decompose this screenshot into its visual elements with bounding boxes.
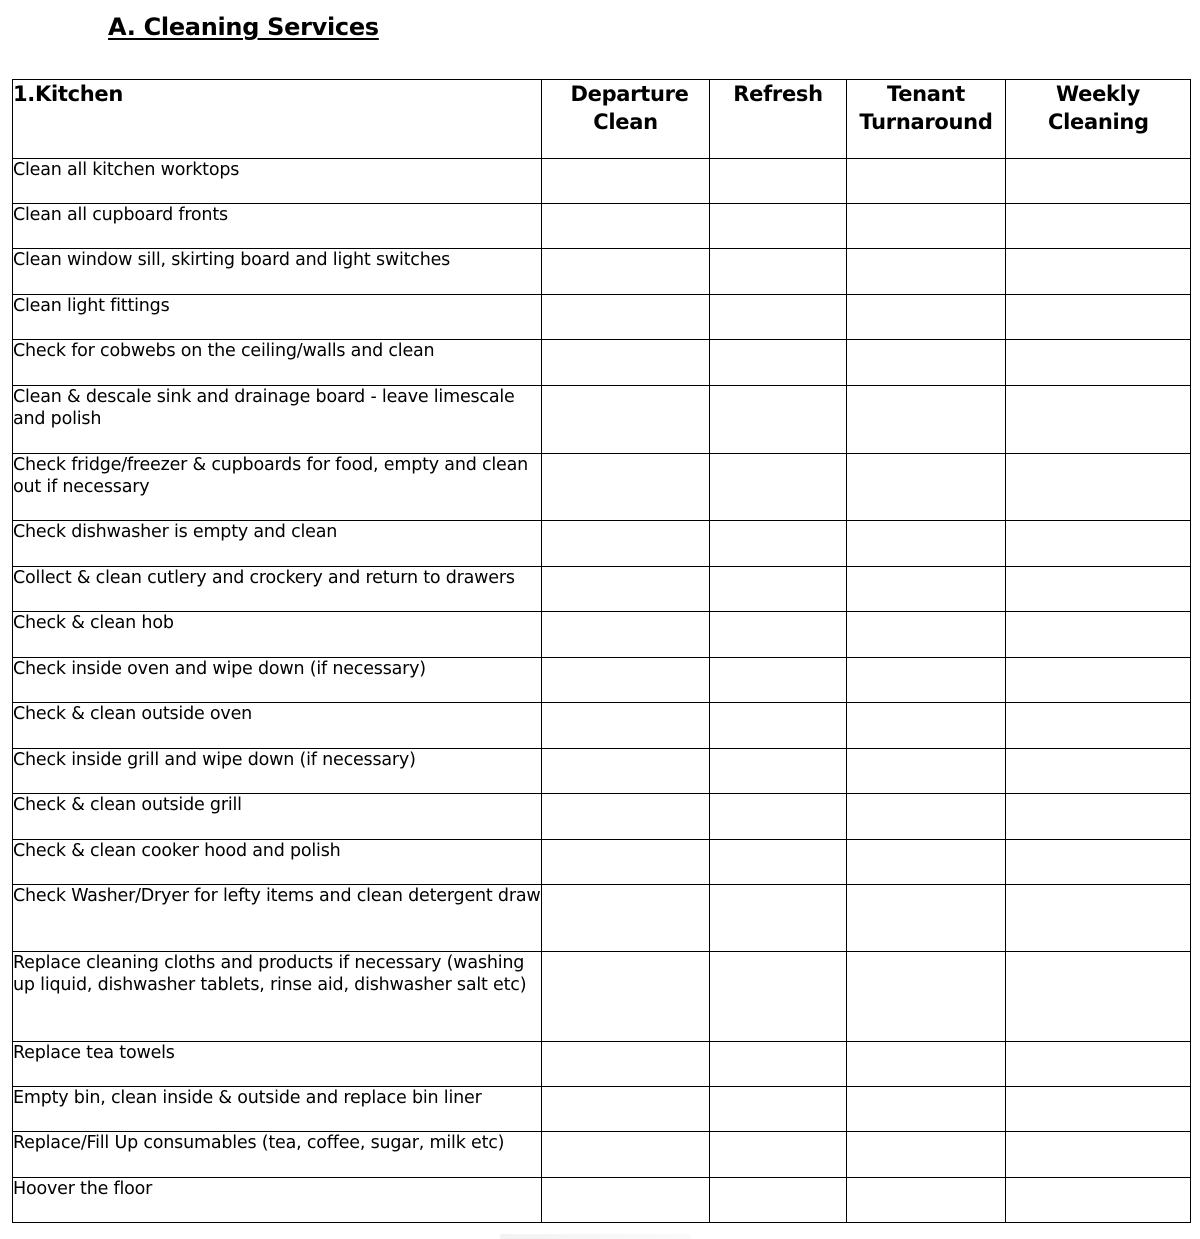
checkbox-cell-refresh[interactable] <box>710 249 847 295</box>
task-description: Hoover the floor <box>13 1178 542 1223</box>
task-description: Collect & clean cutlery and crockery and return to drawers <box>13 567 542 612</box>
checkbox-cell-weekly-cleaning[interactable] <box>1006 386 1191 454</box>
checkbox-cell-departure-clean[interactable] <box>542 658 710 703</box>
checkbox-cell-tenant-turnaround[interactable] <box>847 249 1006 295</box>
checkbox-cell-departure-clean[interactable] <box>542 567 710 612</box>
table-row <box>13 840 1191 885</box>
checkbox-cell-refresh[interactable] <box>710 1178 847 1223</box>
table-row <box>13 952 1191 1042</box>
checkbox-cell-tenant-turnaround[interactable] <box>847 952 1006 1042</box>
checkbox-cell-tenant-turnaround[interactable] <box>847 567 1006 612</box>
checkbox-cell-weekly-cleaning[interactable] <box>1006 567 1191 612</box>
checkbox-cell-weekly-cleaning[interactable] <box>1006 159 1191 204</box>
task-description: Check & clean outside oven <box>13 703 542 749</box>
checkbox-cell-refresh[interactable] <box>710 386 847 454</box>
checkbox-cell-refresh[interactable] <box>710 749 847 794</box>
column-header-tenant-turnaround <box>847 80 1006 159</box>
checkbox-cell-weekly-cleaning[interactable] <box>1006 249 1191 295</box>
checkbox-cell-departure-clean[interactable] <box>542 454 710 521</box>
table-row <box>13 1042 1191 1087</box>
task-description: Check & clean cooker hood and polish <box>13 840 542 885</box>
task-description: Check Washer/Dryer for lefty items and clean detergent draw <box>13 885 542 952</box>
table-row <box>13 1132 1191 1178</box>
column-header-label: Weekly Cleaning <box>1048 82 1149 134</box>
checkbox-cell-tenant-turnaround[interactable] <box>847 454 1006 521</box>
task-description: Replace cleaning cloths and products if necessary (washing up liquid, dishwasher tablets, rinse aid, dishwasher salt etc) <box>13 952 542 1042</box>
column-header-refresh: Refresh <box>710 80 847 159</box>
checkbox-cell-departure-clean[interactable] <box>542 612 710 658</box>
checkbox-cell-weekly-cleaning[interactable] <box>1006 454 1191 521</box>
checkbox-cell-departure-clean[interactable] <box>542 885 710 952</box>
table-row <box>13 249 1191 295</box>
checkbox-cell-refresh[interactable] <box>710 612 847 658</box>
column-header-label: Departure Clean <box>570 82 689 134</box>
table-row <box>13 386 1191 454</box>
checkbox-cell-weekly-cleaning[interactable] <box>1006 658 1191 703</box>
checkbox-cell-weekly-cleaning[interactable] <box>1006 703 1191 749</box>
checkbox-cell-weekly-cleaning[interactable] <box>1006 295 1191 340</box>
table-row <box>13 204 1191 249</box>
checkbox-cell-tenant-turnaround[interactable] <box>847 658 1006 703</box>
checkbox-cell-refresh[interactable] <box>710 295 847 340</box>
checkbox-cell-refresh[interactable] <box>710 454 847 521</box>
checkbox-cell-weekly-cleaning[interactable] <box>1006 840 1191 885</box>
column-header-label: Tenant Turnaround <box>859 82 993 134</box>
checkbox-cell-tenant-turnaround[interactable] <box>847 703 1006 749</box>
checkbox-cell-tenant-turnaround[interactable] <box>847 204 1006 249</box>
checkbox-cell-tenant-turnaround[interactable] <box>847 295 1006 340</box>
table-row <box>13 794 1191 840</box>
task-description: Clean all kitchen worktops <box>13 159 542 204</box>
checkbox-cell-departure-clean[interactable] <box>542 249 710 295</box>
table-header-row <box>13 80 1191 159</box>
task-description: Check inside grill and wipe down (if necessary) <box>13 749 542 794</box>
checkbox-cell-tenant-turnaround[interactable] <box>847 340 1006 386</box>
column-header-departure-clean <box>542 80 710 159</box>
checkbox-cell-weekly-cleaning[interactable] <box>1006 612 1191 658</box>
checkbox-cell-weekly-cleaning[interactable] <box>1006 794 1191 840</box>
checkbox-cell-weekly-cleaning[interactable] <box>1006 749 1191 794</box>
table-row <box>13 1178 1191 1223</box>
page-edge-mark <box>500 1234 690 1239</box>
checkbox-cell-tenant-turnaround[interactable] <box>847 749 1006 794</box>
table-row <box>13 658 1191 703</box>
checkbox-cell-refresh[interactable] <box>710 794 847 840</box>
checkbox-cell-refresh[interactable] <box>710 703 847 749</box>
checkbox-cell-tenant-turnaround[interactable] <box>847 1042 1006 1087</box>
table-row <box>13 612 1191 658</box>
task-description: Empty bin, clean inside & outside and replace bin liner <box>13 1087 542 1132</box>
checkbox-cell-tenant-turnaround[interactable] <box>847 386 1006 454</box>
checkbox-cell-weekly-cleaning[interactable] <box>1006 1042 1191 1087</box>
checkbox-cell-departure-clean[interactable] <box>542 1132 710 1178</box>
checkbox-cell-weekly-cleaning[interactable] <box>1006 885 1191 952</box>
checkbox-cell-refresh[interactable] <box>710 159 847 204</box>
checkbox-cell-tenant-turnaround[interactable] <box>847 1087 1006 1132</box>
table-row <box>13 340 1191 386</box>
checkbox-cell-tenant-turnaround[interactable] <box>847 840 1006 885</box>
checkbox-cell-refresh[interactable] <box>710 1042 847 1087</box>
checkbox-cell-refresh[interactable] <box>710 658 847 703</box>
checkbox-cell-weekly-cleaning[interactable] <box>1006 952 1191 1042</box>
checkbox-cell-tenant-turnaround[interactable] <box>847 612 1006 658</box>
task-description: Clean window sill, skirting board and light switches <box>13 249 542 295</box>
task-description: Replace tea towels <box>13 1042 542 1087</box>
checkbox-cell-departure-clean[interactable] <box>542 703 710 749</box>
checkbox-cell-departure-clean[interactable] <box>542 340 710 386</box>
checkbox-cell-refresh[interactable] <box>710 567 847 612</box>
checkbox-cell-refresh[interactable] <box>710 1132 847 1178</box>
task-description: Check fridge/freezer & cupboards for food, empty and clean out if necessary <box>13 454 542 521</box>
checkbox-cell-weekly-cleaning[interactable] <box>1006 340 1191 386</box>
checkbox-cell-departure-clean[interactable] <box>542 794 710 840</box>
checkbox-cell-tenant-turnaround[interactable] <box>847 1132 1006 1178</box>
checkbox-cell-refresh[interactable] <box>710 204 847 249</box>
task-description: Clean all cupboard fronts <box>13 204 542 249</box>
task-description: Check for cobwebs on the ceiling/walls and clean <box>13 340 542 386</box>
task-description: Replace/Fill Up consumables (tea, coffee, sugar, milk etc) <box>13 1132 542 1178</box>
task-description: Check inside oven and wipe down (if necessary) <box>13 658 542 703</box>
checkbox-cell-departure-clean[interactable] <box>542 1087 710 1132</box>
checkbox-cell-departure-clean[interactable] <box>542 840 710 885</box>
table-row <box>13 567 1191 612</box>
checkbox-cell-departure-clean[interactable] <box>542 1178 710 1223</box>
checkbox-cell-departure-clean[interactable] <box>542 1042 710 1087</box>
checkbox-cell-refresh[interactable] <box>710 840 847 885</box>
checkbox-cell-refresh[interactable] <box>710 1087 847 1132</box>
checkbox-cell-departure-clean[interactable] <box>542 952 710 1042</box>
table-row <box>13 295 1191 340</box>
document-title: A. Cleaning Services <box>108 13 379 41</box>
checkbox-cell-weekly-cleaning[interactable] <box>1006 1178 1191 1223</box>
checkbox-cell-refresh[interactable] <box>710 885 847 952</box>
checkbox-cell-weekly-cleaning[interactable] <box>1006 1087 1191 1132</box>
table-row <box>13 159 1191 204</box>
task-description: Check & clean hob <box>13 612 542 658</box>
checkbox-cell-refresh[interactable] <box>710 952 847 1042</box>
checkbox-cell-tenant-turnaround[interactable] <box>847 159 1006 204</box>
checkbox-cell-departure-clean[interactable] <box>542 295 710 340</box>
checkbox-cell-tenant-turnaround[interactable] <box>847 885 1006 952</box>
checkbox-cell-weekly-cleaning[interactable] <box>1006 204 1191 249</box>
checkbox-cell-departure-clean[interactable] <box>542 521 710 567</box>
checkbox-cell-tenant-turnaround[interactable] <box>847 794 1006 840</box>
checkbox-cell-tenant-turnaround[interactable] <box>847 521 1006 567</box>
checkbox-cell-refresh[interactable] <box>710 340 847 386</box>
task-description: Check dishwasher is empty and clean <box>13 521 542 567</box>
checkbox-cell-refresh[interactable] <box>710 521 847 567</box>
checkbox-cell-departure-clean[interactable] <box>542 159 710 204</box>
checkbox-cell-weekly-cleaning[interactable] <box>1006 1132 1191 1178</box>
table-row <box>13 1087 1191 1132</box>
column-header-weekly-cleaning <box>1006 80 1191 159</box>
table-row <box>13 521 1191 567</box>
checkbox-cell-departure-clean[interactable] <box>542 386 710 454</box>
table-row <box>13 749 1191 794</box>
section-heading: 1.Kitchen <box>13 80 542 159</box>
checkbox-cell-departure-clean[interactable] <box>542 204 710 249</box>
table-row <box>13 454 1191 521</box>
checkbox-cell-tenant-turnaround[interactable] <box>847 1178 1006 1223</box>
table-row <box>13 885 1191 952</box>
task-description: Check & clean outside grill <box>13 794 542 840</box>
task-description: Clean & descale sink and drainage board - leave limescale and polish <box>13 386 542 454</box>
checklist-rows <box>13 159 1191 1223</box>
checkbox-cell-departure-clean[interactable] <box>542 749 710 794</box>
kitchen-checklist-table <box>12 79 1191 1223</box>
task-description: Clean light fittings <box>13 295 542 340</box>
checkbox-cell-weekly-cleaning[interactable] <box>1006 521 1191 567</box>
table-row <box>13 703 1191 749</box>
